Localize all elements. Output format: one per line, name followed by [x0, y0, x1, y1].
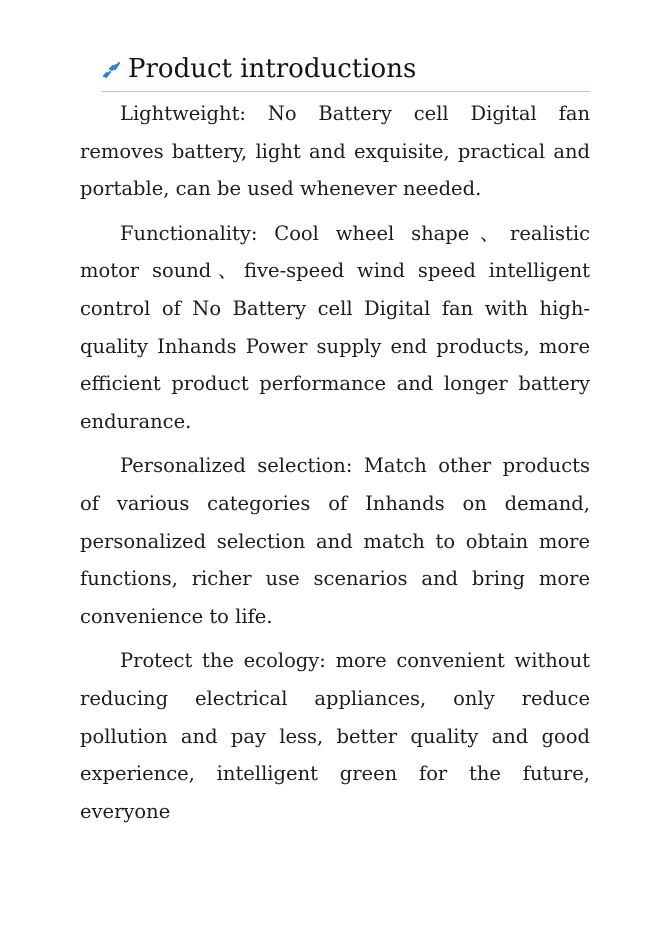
section-heading [102, 50, 590, 92]
rising-squiggle-icon [102, 56, 122, 80]
paragraph-personalized-selection: Personalized selection: Match other products of various categories of Inhands on demand, personalized selection and match to obtain more functions, richer use scenarios and bring more convenience to life. [80, 454, 590, 628]
paragraph-protect-ecology: Protect the ecology: more convenient without reducing electrical appliances, only reduce pollution and pay less, better quality and good experience, intelligent green for the future, everyone [80, 649, 590, 823]
paragraph-lightweight: Lightweight: No Battery cell Digital fan removes battery, light and exquisite, practical and portable, can be used whenever needed. [80, 102, 590, 201]
paragraph-functionality: Functionality: Cool wheel shape、realistic motor sound、five-speed wind speed intelligent control of No Battery cell Digital fan with high-quality Inhands Power supply end products, more efficient product performance and longer battery endurance. [80, 221, 590, 433]
section-body [80, 95, 590, 837]
section-title: Product introductions [128, 54, 417, 84]
